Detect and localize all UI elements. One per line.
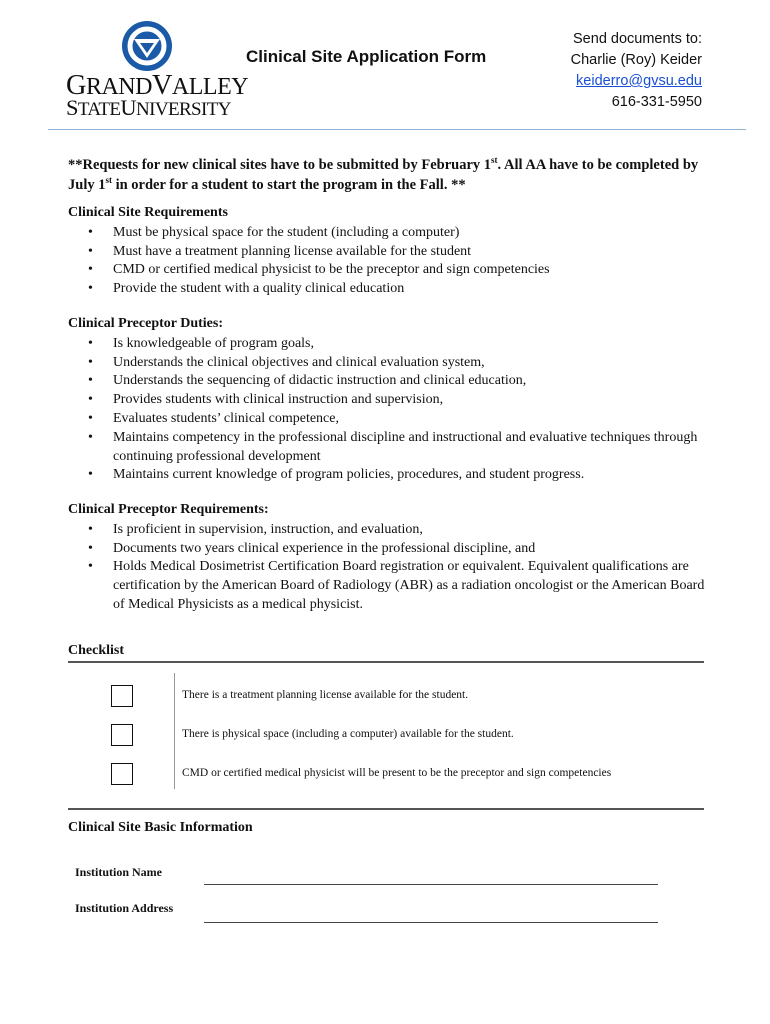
site-requirements-section xyxy=(68,204,708,299)
preceptor-requirements-list xyxy=(88,521,708,615)
gvsu-logo xyxy=(66,18,249,120)
list-item: • Must have a treatment planning license available for the student xyxy=(88,243,708,262)
license-checkbox[interactable] xyxy=(111,685,133,707)
preceptor-checkbox[interactable] xyxy=(111,763,133,785)
institution-name-field[interactable] xyxy=(204,884,658,885)
institution-address-field[interactable] xyxy=(204,922,658,923)
contact-phone: 616-331-5950 xyxy=(611,94,702,110)
checklist-heading: Checklist xyxy=(68,643,124,658)
contact-email-link[interactable]: keiderro@gvsu.edu xyxy=(576,73,702,89)
header-divider xyxy=(48,129,746,130)
site-requirements-list xyxy=(88,224,708,299)
list-item: • Must be physical space for the student (including a computer) xyxy=(88,224,708,243)
contact-name: Charlie (Roy) Keider xyxy=(570,52,702,68)
checklist-item-label: There is physical space (including a computer) available for the student. xyxy=(182,728,514,740)
list-item: • Provide the student with a quality clinical education xyxy=(88,280,708,299)
checklist-item-label: There is a treatment planning license available for the student. xyxy=(182,689,469,701)
section-heading: Clinical Preceptor Duties: xyxy=(68,316,224,331)
checklist-column-divider xyxy=(174,673,175,789)
checklist-top-divider xyxy=(68,661,704,663)
list-item: • CMD or certified medical physicist to be the preceptor and sign competencies xyxy=(88,261,708,280)
basic-info-heading: Clinical Site Basic Information xyxy=(68,820,253,835)
list-item: • Is proficient in supervision, instruction, and evaluation, xyxy=(88,521,708,540)
deadline-notice: **Requests for new clinical sites have to be submitted by February 1st. All AA have to be completed by July 1st in order for a student to start the program in the Fall. ** xyxy=(68,155,699,193)
section-heading: Clinical Preceptor Requirements: xyxy=(68,502,269,517)
list-item: • Understands the sequencing of didactic instruction and clinical education, xyxy=(88,372,708,391)
list-item: • Maintains current knowledge of program policies, procedures, and student progress. xyxy=(88,466,708,485)
contact-block xyxy=(571,29,702,113)
physical-space-checkbox[interactable] xyxy=(111,724,133,746)
list-item: • Evaluates students’ clinical competence, xyxy=(88,410,708,429)
section-heading: Clinical Site Requirements xyxy=(68,205,228,220)
preceptor-duties-list xyxy=(88,335,708,485)
preceptor-duties-section xyxy=(68,315,708,485)
preceptor-requirements-section xyxy=(68,501,708,615)
logo-wordmark-line1: GRANDVALLEY xyxy=(66,70,249,101)
gvsu-seal-icon xyxy=(121,20,173,72)
form-title: Clinical Site Application Form xyxy=(246,47,487,66)
list-item: • Maintains competency in the professional discipline and instructional and evaluative techniques through continuing professional development xyxy=(88,429,708,467)
list-item: • Documents two years clinical experience in the professional discipline, and xyxy=(88,540,708,559)
send-label: Send documents to: xyxy=(573,31,702,47)
checklist-item-label: CMD or certified medical physicist will be present to be the preceptor and sign competencies xyxy=(182,767,612,779)
logo-wordmark-line2: STATEUNIVERSITY xyxy=(66,95,231,120)
list-item: • Holds Medical Dosimetrist Certification Board registration or equivalent. Equivalent qualifications are certification by the American Board of Radiology (ABR) as a radiation oncologist or the American Board of Medical Physicists as a medical physicist. xyxy=(88,558,708,614)
list-item: • Is knowledgeable of program goals, xyxy=(88,335,708,354)
institution-address-label: Institution Address xyxy=(75,901,174,915)
list-item: • Provides students with clinical instruction and supervision, xyxy=(88,391,708,410)
checklist-bottom-divider xyxy=(68,808,704,810)
list-item: • Understands the clinical objectives and clinical evaluation system, xyxy=(88,354,708,373)
institution-name-label: Institution Name xyxy=(75,865,163,879)
